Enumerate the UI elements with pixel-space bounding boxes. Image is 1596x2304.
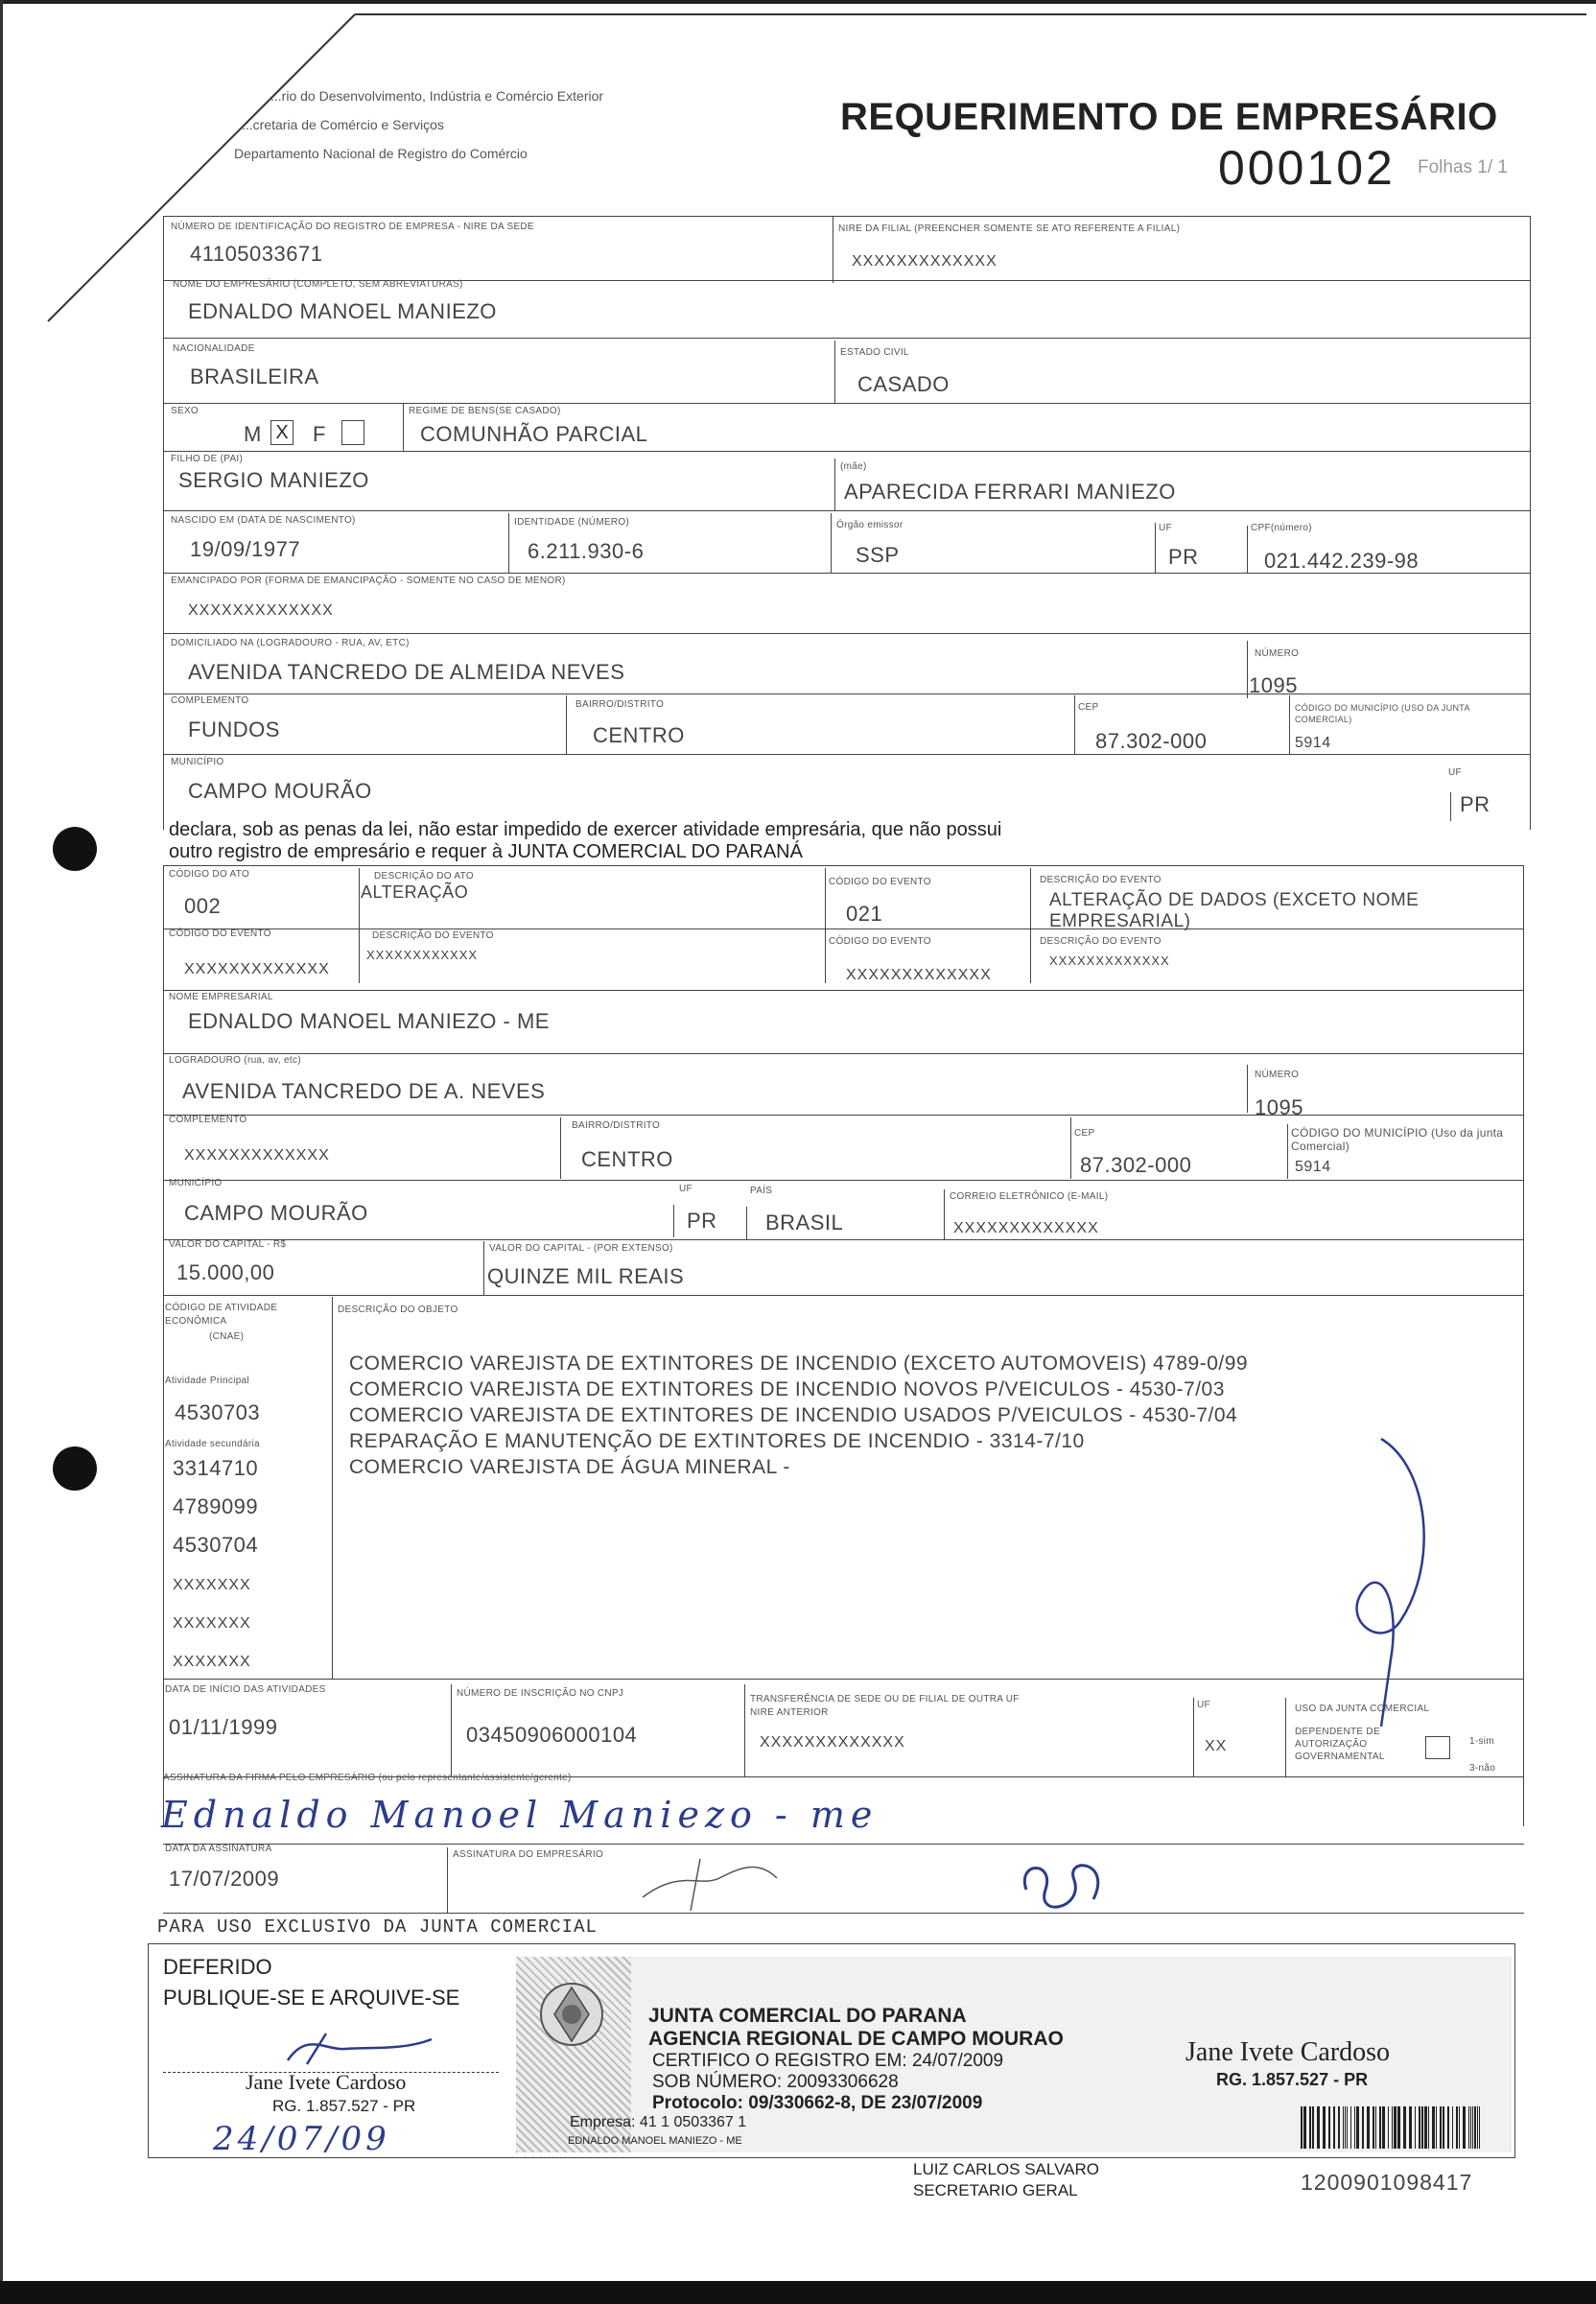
pen-scribble <box>1324 1429 1439 1736</box>
barcode-bar <box>1440 2106 1442 2149</box>
city-label: MUNICÍPIO <box>171 757 224 767</box>
barcode-bar <box>1472 2106 1473 2149</box>
regime: COMUNHÃO PARCIAL <box>420 422 648 446</box>
barcode-bar <box>1317 2106 1320 2149</box>
barcode-bar <box>1362 2106 1364 2149</box>
company-complement-label: COMPLEMENTO <box>169 1115 247 1125</box>
barcode-bar <box>1477 2106 1478 2149</box>
barcode-bar <box>1367 2106 1370 2149</box>
id-uf-label: UF <box>1159 523 1172 533</box>
sex-mark: X <box>275 422 289 443</box>
civil-status: CASADO <box>857 372 950 396</box>
capital-ext-label: VALOR DO CAPITAL - (POR EXTENSO) <box>489 1243 673 1254</box>
act-desc-label: DESCRIÇÃO DO ATO <box>374 871 474 882</box>
issuer-label: Órgão emissor <box>836 520 904 530</box>
signature-date-label: DATA DA ASSINATURA <box>165 1844 272 1854</box>
event3-code: XXXXXXXXXXXXX <box>846 967 992 983</box>
side-stamp-rg: RG. 1.857.527 - PR <box>1216 2070 1369 2089</box>
company-complement: XXXXXXXXXXXXX <box>184 1147 330 1164</box>
street-label: DOMICILIADO NA (LOGRADOURO - RUA, AV, ETC) <box>171 638 410 648</box>
barcode-bar <box>1345 2106 1346 2149</box>
object-desc-1: COMERCIO VAREJISTA DE EXTINTORES DE INCENDIO (EXCETO AUTOMOVEIS) 4789-0/99 <box>349 1352 1249 1375</box>
owner-signature-label: ASSINATURA DO EMPRESÁRIO <box>453 1849 604 1860</box>
cnpj: 03450906000104 <box>466 1723 638 1747</box>
transfer-label-2: NIRE ANTERIOR <box>750 1707 829 1718</box>
barcode-bar <box>1443 2106 1444 2149</box>
muni-code-label: CÓDIGO DO MUNICÍPIO (USO DA JUNTA COMERCIAL) <box>1295 703 1470 724</box>
company-name-label: NOME EMPRESARIAL <box>169 992 273 1002</box>
ministry-line-2: ...cretaria de Comércio e Serviços <box>242 117 444 132</box>
punch-hole <box>53 827 97 871</box>
object-desc-5: COMERCIO VAREJISTA DE ÁGUA MINERAL - <box>349 1456 790 1478</box>
nire-sede-label: NÚMERO DE IDENTIFICAÇÃO DO REGISTRO DE EMPRESA - NIRE DA SEDE <box>171 222 534 232</box>
cnpj-label: NÚMERO DE INSCRIÇÃO NO CNPJ <box>457 1688 624 1699</box>
barcode-bar <box>1375 2106 1376 2149</box>
complement-label: COMPLEMENTO <box>171 695 249 706</box>
company-cep: 87.302-000 <box>1080 1153 1192 1177</box>
secretary-title: SECRETARIO GERAL <box>913 2181 1078 2199</box>
barcode-bar <box>1394 2106 1396 2149</box>
act-code-label: CÓDIGO DO ATO <box>169 869 250 880</box>
sex-f-checkbox[interactable] <box>341 420 364 445</box>
object-desc-3: COMERCIO VAREJISTA DE EXTINTORES DE INCENDIO USADOS P/VEICULOS - 4530-7/04 <box>349 1404 1238 1426</box>
nire-filial: XXXXXXXXXXXXX <box>852 253 998 270</box>
barcode-bar <box>1312 2106 1314 2149</box>
transfer: XXXXXXXXXXXXX <box>760 1734 905 1751</box>
handwritten-date: 24/07/09 <box>213 2120 390 2158</box>
barcode-bar <box>1301 2106 1303 2149</box>
sex-m: M <box>244 422 262 446</box>
barcode-bar <box>1338 2106 1340 2149</box>
barcode-bar <box>1403 2106 1406 2149</box>
side-stamp-name: Jane Ivete Cardoso <box>1185 2037 1391 2067</box>
barcode-bar <box>1379 2106 1381 2149</box>
scan-top-edge <box>0 0 1596 4</box>
sex-m-checkbox[interactable] <box>270 420 293 445</box>
company-muni-code-label: CÓDIGO DO MUNICÍPIO (Uso da junta Comercial) <box>1291 1126 1504 1153</box>
secondary-activity-5: XXXXXXX <box>173 1615 251 1632</box>
capital-ext: QUINZE MIL REAIS <box>487 1264 685 1288</box>
junta-use-label: USO DA JUNTA COMERCIAL <box>1295 1704 1430 1714</box>
barcode-bar <box>1328 2106 1330 2149</box>
secondary-activity-4: XXXXXXX <box>173 1577 251 1593</box>
muni-code: 5914 <box>1295 735 1331 751</box>
cpf-label: CPF(número) <box>1251 523 1312 533</box>
document-number: 000102 <box>1218 141 1396 195</box>
event3-desc: XXXXXXXXXXXXX <box>1049 953 1170 968</box>
cnae-label-1: CÓDIGO DE ATIVIDADE <box>165 1303 278 1313</box>
event3-code-label: CÓDIGO DO EVENTO <box>829 936 931 947</box>
event-desc-1: ALTERAÇÃO DE DADOS (EXCETO NOME <box>1049 890 1420 910</box>
company-street-label: LOGRADOURO (rua, av, etc) <box>169 1055 301 1066</box>
barcode-bar <box>1470 2106 1471 2149</box>
barcode-bar <box>1421 2106 1423 2149</box>
signature-date: 17/07/2009 <box>169 1867 280 1891</box>
mother-label: (mãe) <box>840 461 867 472</box>
company-number-label: NÚMERO <box>1255 1070 1300 1080</box>
barcode-bar <box>1447 2106 1449 2149</box>
father-name: SERGIO MANIEZO <box>178 468 369 492</box>
barcode-bar <box>1303 2106 1306 2149</box>
owner-signature-mark <box>633 1849 786 1916</box>
stamp-line-7: EDNALDO MANOEL MANIEZO - ME <box>568 2135 742 2147</box>
event-desc-2: EMPRESARIAL) <box>1049 911 1191 931</box>
sex-f: F <box>313 422 326 446</box>
scan-bottom-edge <box>0 2281 1596 2304</box>
coat-of-arms-icon <box>533 1976 610 2062</box>
secondary-activity-1: 3314710 <box>173 1456 259 1480</box>
company-city: CAMPO MOURÃO <box>184 1201 368 1225</box>
initials-mark <box>1007 1851 1122 1928</box>
city-uf: PR <box>1460 792 1490 816</box>
barcode-bar <box>1428 2106 1429 2149</box>
nationality: BRASILEIRA <box>190 364 319 388</box>
email-label: CORREIO ELETRÔNICO (E-MAIL) <box>950 1191 1109 1202</box>
birth-label: NASCIDO EM (DATA DE NASCIMENTO) <box>171 515 356 526</box>
signature-label: ASSINATURA DA FIRMA PELO EMPRESÁRIO (ou pelo representante/assistente/gerente) <box>163 1773 572 1783</box>
birth-date: 19/09/1977 <box>190 537 301 561</box>
father-label: FILHO DE (PAI) <box>171 454 244 464</box>
barcode-bar <box>1388 2106 1389 2149</box>
dependent-checkbox[interactable] <box>1425 1736 1450 1759</box>
barcode-bar <box>1474 2106 1476 2149</box>
secondary-activity-6: XXXXXXX <box>173 1654 251 1670</box>
barcode-bar <box>1419 2106 1420 2149</box>
district: CENTRO <box>593 723 685 747</box>
street: AVENIDA TANCREDO DE ALMEIDA NEVES <box>188 660 625 684</box>
start-date: 01/11/1999 <box>169 1715 278 1739</box>
stamp-line-3: CERTIFICO O REGISTRO EM: 24/07/2009 <box>652 2051 1004 2071</box>
city: CAMPO MOURÃO <box>188 779 372 803</box>
barcode-bar <box>1459 2106 1460 2149</box>
ministry-line-3: Departamento Nacional de Registro do Comércio <box>234 146 528 161</box>
object-desc-4: REPARAÇÃO E MANUTENÇÃO DE EXTINTORES DE INCENDIO - 3314-7/10 <box>349 1430 1085 1452</box>
barcode-bar <box>1479 2106 1480 2149</box>
barcode-bar <box>1468 2106 1469 2149</box>
cep: 87.302-000 <box>1095 729 1208 753</box>
id-uf: PR <box>1168 545 1199 569</box>
event2-code-label: CÓDIGO DO EVENTO <box>169 929 271 939</box>
event-code: 021 <box>846 902 883 926</box>
secondary-activity-2: 4789099 <box>173 1494 259 1518</box>
barcode-bar <box>1456 2106 1458 2149</box>
barcode-bar <box>1397 2106 1400 2149</box>
barcode-bar <box>1347 2106 1348 2149</box>
stamp-line-5: Protocolo: 09/330662-8, DE 23/07/2009 <box>652 2093 983 2113</box>
city-uf-label: UF <box>1448 767 1462 778</box>
dependent-label-2: AUTORIZAÇÃO <box>1295 1739 1368 1750</box>
barcode-bar <box>1463 2106 1466 2149</box>
clerk-signature <box>269 2022 460 2070</box>
exclusive-use-label: PARA USO EXCLUSIVO DA JUNTA COMERCIAL <box>157 1916 598 1938</box>
publique: PUBLIQUE-SE E ARQUIVE-SE <box>163 1986 460 2010</box>
stamp-line-6: Empresa: 41 1 0503367 1 <box>570 2114 747 2130</box>
sex-label: SEXO <box>171 406 199 416</box>
handwritten-signature: Ednaldo Manoel Maniezo - me <box>161 1794 879 1836</box>
barcode-bar <box>1409 2106 1412 2149</box>
company-uf-label: UF <box>679 1184 692 1194</box>
company-city-label: MUNICÍPIO <box>169 1178 223 1188</box>
form-title: REQUERIMENTO DE EMPRESÁRIO <box>840 96 1498 138</box>
scan-left-edge <box>0 0 3 2304</box>
barcode-bar <box>1356 2106 1359 2149</box>
secondary-activity-3: 4530704 <box>173 1533 259 1557</box>
barcode-bar <box>1432 2106 1435 2149</box>
ministry-line-1: ...rio do Desenvolvimento, Indústria e Comércio Exterior <box>270 88 604 104</box>
company-district: CENTRO <box>581 1147 673 1171</box>
company-number: 1095 <box>1255 1095 1303 1119</box>
nationality-label: NACIONALIDADE <box>173 343 255 354</box>
nire-filial-label: NIRE DA FILIAL (PREENCHER SOMENTE SE ATO REFERENTE A FILIAL) <box>838 223 1181 234</box>
barcode-bar <box>1309 2106 1311 2149</box>
regime-label: REGIME DE BENS(SE CASADO) <box>409 406 561 416</box>
barcode <box>1301 2106 1485 2149</box>
transfer-uf-label: UF <box>1197 1700 1210 1710</box>
option-no: 3-não <box>1469 1763 1496 1774</box>
barcode-bar <box>1333 2106 1335 2149</box>
cep-label: CEP <box>1078 702 1099 713</box>
emancipado-label: EMANCIPADO POR (FORMA DE EMANCIPAÇÃO - SOMENTE NO CASO DE MENOR) <box>171 576 566 586</box>
object-desc-2: COMERCIO VAREJISTA DE EXTINTORES DE INCENDIO NOVOS P/VEICULOS - 4530-7/03 <box>349 1378 1225 1400</box>
stamp-line-1: JUNTA COMERCIAL DO PARANA <box>648 2005 967 2027</box>
declaration-line-1: declara, sob as penas da lei, não estar impedido de exercer atividade empresária, que não possui <box>169 819 1002 840</box>
issuer: SSP <box>856 543 900 567</box>
transfer-label-1: TRANSFERÊNCIA DE SEDE OU DE FILIAL DE OUTRA UF <box>750 1694 1020 1704</box>
company-street: AVENIDA TANCREDO DE A. NEVES <box>182 1079 546 1103</box>
house-number-label: NÚMERO <box>1255 648 1300 659</box>
object-desc-label: DESCRIÇÃO DO OBJETO <box>338 1305 458 1315</box>
clerk-name: Jane Ivete Cardoso <box>246 2070 407 2094</box>
secretary-name: LUIZ CARLOS SALVARO <box>913 2160 1099 2178</box>
cnae-label-3: (CNAE) <box>209 1331 245 1342</box>
barcode-bar <box>1350 2106 1351 2149</box>
barcode-bar <box>1323 2106 1326 2149</box>
barcode-bar <box>1343 2106 1344 2149</box>
main-activity-label: Atividade Principal <box>165 1375 249 1386</box>
company-country: BRASIL <box>765 1211 844 1234</box>
barcode-number: 1200901098417 <box>1301 2170 1473 2195</box>
company-name: EDNALDO MANOEL MANIEZO - ME <box>188 1009 550 1033</box>
company-cep-label: CEP <box>1074 1128 1095 1139</box>
company-muni-code: 5914 <box>1295 1159 1331 1175</box>
house-number: 1095 <box>1249 673 1298 697</box>
event-code-label: CÓDIGO DO EVENTO <box>829 877 931 887</box>
barcode-bar <box>1415 2106 1416 2149</box>
capital: 15.000,00 <box>176 1260 275 1284</box>
identity-label: IDENTIDADE (NÚMERO) <box>514 517 630 528</box>
cpf-number: 021.442.239-98 <box>1264 549 1420 573</box>
mother-name: APARECIDA FERRARI MANIEZO <box>844 480 1176 504</box>
main-activity: 4530703 <box>175 1400 261 1424</box>
barcode-bar <box>1392 2106 1393 2149</box>
company-uf: PR <box>687 1209 717 1233</box>
declaration-line-2: outro registro de empresário e requer à JUNTA COMERCIAL DO PARANÁ <box>169 841 803 862</box>
clerk-rg: RG. 1.857.527 - PR <box>272 2097 416 2115</box>
cnae-label-2: ECONÔMICA <box>165 1316 227 1327</box>
act-desc: ALTERAÇÃO <box>361 882 469 902</box>
barcode-bar <box>1436 2106 1437 2149</box>
barcode-bar <box>1382 2106 1385 2149</box>
stamp-line-2: AGENCIA REGIONAL DE CAMPO MOURAO <box>648 2028 1064 2050</box>
capital-label: VALOR DO CAPITAL - R$ <box>169 1239 287 1250</box>
civil-status-label: ESTADO CIVIL <box>840 347 909 358</box>
name-label: NOME DO EMPRESÁRIO (COMPLETO, SEM ABREVIATURAS) <box>173 279 463 290</box>
secondary-activity-label: Atividade secundária <box>165 1439 260 1449</box>
barcode-bar <box>1373 2106 1374 2149</box>
nire-sede: 41105033671 <box>190 242 323 266</box>
emancipado: XXXXXXXXXXXXX <box>188 602 334 619</box>
event-desc-label: DESCRIÇÃO DO EVENTO <box>1040 875 1162 885</box>
dependent-label-3: GOVERNAMENTAL <box>1295 1752 1385 1762</box>
transfer-uf: XX <box>1205 1738 1228 1754</box>
sheets-count: Folhas 1/ 1 <box>1418 157 1508 177</box>
barcode-bar <box>1452 2106 1453 2149</box>
barcode-bar <box>1424 2106 1427 2149</box>
start-date-label: DATA DE INÍCIO DAS ATIVIDADES <box>165 1684 326 1695</box>
punch-hole <box>53 1446 97 1491</box>
event2-desc: XXXXXXXXXXXX <box>366 948 479 962</box>
event3-desc-label: DESCRIÇÃO DO EVENTO <box>1040 936 1162 947</box>
event2-code: XXXXXXXXXXXXX <box>184 961 330 977</box>
company-district-label: BAIRRO/DISTRITO <box>572 1120 661 1131</box>
stamp-line-4: SOB NÚMERO: 20093306628 <box>652 2072 899 2092</box>
event2-desc-label: DESCRIÇÃO DO EVENTO <box>372 930 494 941</box>
act-code: 002 <box>184 894 222 918</box>
barcode-bar <box>1354 2106 1355 2149</box>
company-country-label: PAÍS <box>750 1186 773 1196</box>
district-label: BAIRRO/DISTRITO <box>575 699 665 710</box>
deferido: DEFERIDO <box>163 1955 272 1979</box>
identity-number: 6.211.930-6 <box>528 539 645 563</box>
email: XXXXXXXXXXXXX <box>953 1220 1099 1236</box>
dependent-label-1: DEPENDENTE DE <box>1295 1727 1380 1737</box>
complement: FUNDOS <box>188 717 280 741</box>
owner-name: EDNALDO MANOEL MANIEZO <box>188 299 497 323</box>
option-yes: 1-sim <box>1469 1736 1494 1747</box>
